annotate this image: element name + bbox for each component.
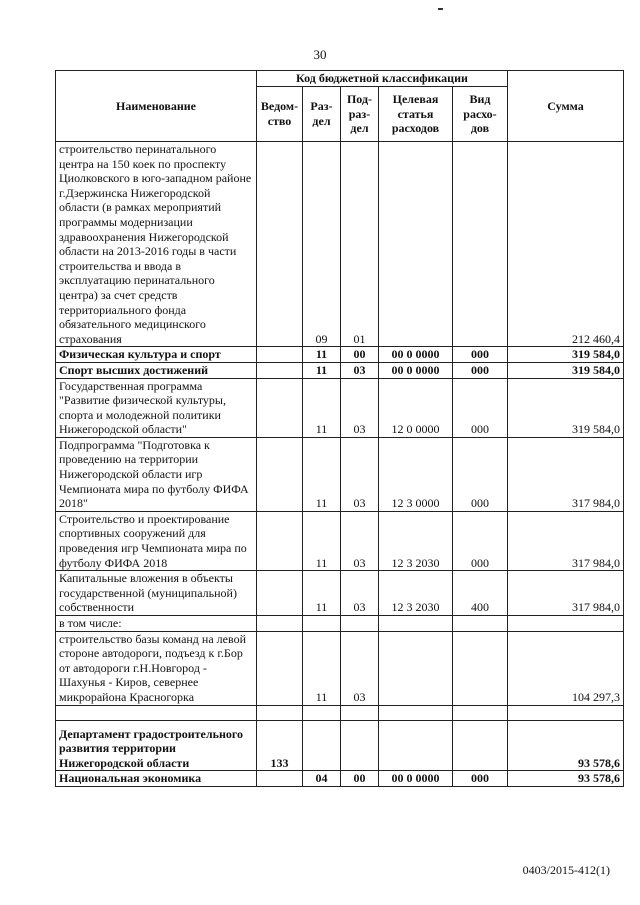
row-type [453, 616, 508, 632]
row-target: 00 0 0000 [379, 771, 453, 787]
row-dept [257, 347, 303, 363]
row-section [303, 616, 341, 632]
row-subsection: 00 [341, 347, 379, 363]
table-row [56, 437, 624, 511]
row-dept: 133 [257, 720, 303, 771]
row-dept [257, 437, 303, 511]
row-amount: 317 984,0 [508, 437, 624, 511]
row-target [379, 720, 453, 771]
row-amount: 317 984,0 [508, 571, 624, 616]
row-target [379, 631, 453, 705]
row-amount: 93 578,6 [508, 771, 624, 787]
row-subsection: 00 [341, 771, 379, 787]
row-name: Строительство и проектирование спортивных сооружений для проведения игр Чемпионата мира по футболу ФИФА 2018 [56, 511, 257, 570]
row-amount: 104 297,3 [508, 631, 624, 705]
table-row [56, 347, 624, 363]
table-row [56, 705, 624, 720]
row-subsection: 03 [341, 571, 379, 616]
row-name: Спорт высших достижений [56, 362, 257, 378]
budget-table [55, 70, 624, 787]
row-target [379, 142, 453, 347]
row-section: 11 [303, 347, 341, 363]
row-dept [257, 571, 303, 616]
row-type: 000 [453, 362, 508, 378]
row-name: строительство базы команд на левой стороне автодороги, подъезд к г.Бор от автодороги г.Н.Новгород - Шахунья - Киров, севернее микрорайона Красногорка [56, 631, 257, 705]
row-subsection: 01 [341, 142, 379, 347]
row-name: Национальная экономика [56, 771, 257, 787]
header-amount: Сумма [508, 71, 624, 142]
row-section: 11 [303, 378, 341, 437]
row-target: 12 3 2030 [379, 571, 453, 616]
header-dept: Ведом- ство [257, 87, 303, 142]
row-target: 12 3 2030 [379, 511, 453, 570]
row-subsection [341, 720, 379, 771]
row-dept [257, 616, 303, 632]
header-classification-group: Код бюджетной классификации [257, 71, 508, 87]
row-subsection: 03 [341, 378, 379, 437]
row-name [56, 705, 257, 720]
row-type [453, 720, 508, 771]
row-amount [508, 705, 624, 720]
row-name: Государственная программа "Развитие физической культуры, спорта и молодежной политики Нижегородской области" [56, 378, 257, 437]
row-subsection: 03 [341, 362, 379, 378]
row-dept [257, 705, 303, 720]
row-section: 11 [303, 571, 341, 616]
row-section: 11 [303, 511, 341, 570]
row-section [303, 705, 341, 720]
row-section: 04 [303, 771, 341, 787]
table-row [56, 378, 624, 437]
row-subsection: 03 [341, 631, 379, 705]
row-subsection [341, 616, 379, 632]
row-target: 12 3 0000 [379, 437, 453, 511]
table-row [56, 631, 624, 705]
row-section: 09 [303, 142, 341, 347]
row-target: 00 0 0000 [379, 362, 453, 378]
row-section [303, 720, 341, 771]
row-name: в том числе: [56, 616, 257, 632]
row-subsection: 03 [341, 437, 379, 511]
row-type: 000 [453, 347, 508, 363]
row-name: Департамент градостроительного развития территории Нижегородской области [56, 720, 257, 771]
row-amount: 319 584,0 [508, 362, 624, 378]
row-name: Подпрограмма "Подготовка к проведению на территории Нижегородской области игр Чемпионата мира по футболу ФИФА 2018" [56, 437, 257, 511]
row-dept [257, 771, 303, 787]
table-row [56, 616, 624, 632]
table-row [56, 571, 624, 616]
row-name: Физическая культура и спорт [56, 347, 257, 363]
row-name: строительство перинатального центра на 150 коек по проспекту Циолковского в юго-западном районе г.Дзержинска Нижегородской области (в рамках мероприятий программы модернизации здравоохранения Нижегородской области на 2013-2016 годы в части строительства и ввода в эксплуатацию перинатального центра) за счет средств территориального фонда обязательного медицинского страхования [56, 142, 257, 347]
row-subsection: 03 [341, 511, 379, 570]
row-name: Капитальные вложения в объекты государственной (муниципальной) собственности [56, 571, 257, 616]
header-name: Наименование [56, 71, 257, 142]
row-dept [257, 631, 303, 705]
row-dept [257, 142, 303, 347]
row-section: 11 [303, 437, 341, 511]
row-amount: 317 984,0 [508, 511, 624, 570]
document-code: 0403/2015-412(1) [522, 863, 610, 877]
header-target: Целевая статья расходов [379, 87, 453, 142]
row-amount [508, 616, 624, 632]
row-type: 400 [453, 571, 508, 616]
table-row [56, 511, 624, 570]
row-amount: 319 584,0 [508, 347, 624, 363]
row-amount: 212 460,4 [508, 142, 624, 347]
page-number: 30 [313, 47, 327, 62]
row-target: 12 0 0000 [379, 378, 453, 437]
row-target: 00 0 0000 [379, 347, 453, 363]
table-row [56, 142, 624, 347]
row-target [379, 616, 453, 632]
row-type [453, 142, 508, 347]
row-type: 000 [453, 437, 508, 511]
row-type: 000 [453, 378, 508, 437]
scan-mark [438, 8, 443, 10]
row-amount: 93 578,6 [508, 720, 624, 771]
header-expense-type: Вид расхо- дов [453, 87, 508, 142]
header-subsection: Под- раз- дел [341, 87, 379, 142]
row-amount: 319 584,0 [508, 378, 624, 437]
row-dept [257, 378, 303, 437]
row-type [453, 631, 508, 705]
row-dept [257, 362, 303, 378]
table-row [56, 362, 624, 378]
row-type: 000 [453, 771, 508, 787]
table-row [56, 771, 624, 787]
row-section: 11 [303, 631, 341, 705]
row-target [379, 705, 453, 720]
row-type [453, 705, 508, 720]
row-section: 11 [303, 362, 341, 378]
row-dept [257, 511, 303, 570]
header-section: Раз- дел [303, 87, 341, 142]
row-subsection [341, 705, 379, 720]
row-type: 000 [453, 511, 508, 570]
table-row [56, 720, 624, 771]
